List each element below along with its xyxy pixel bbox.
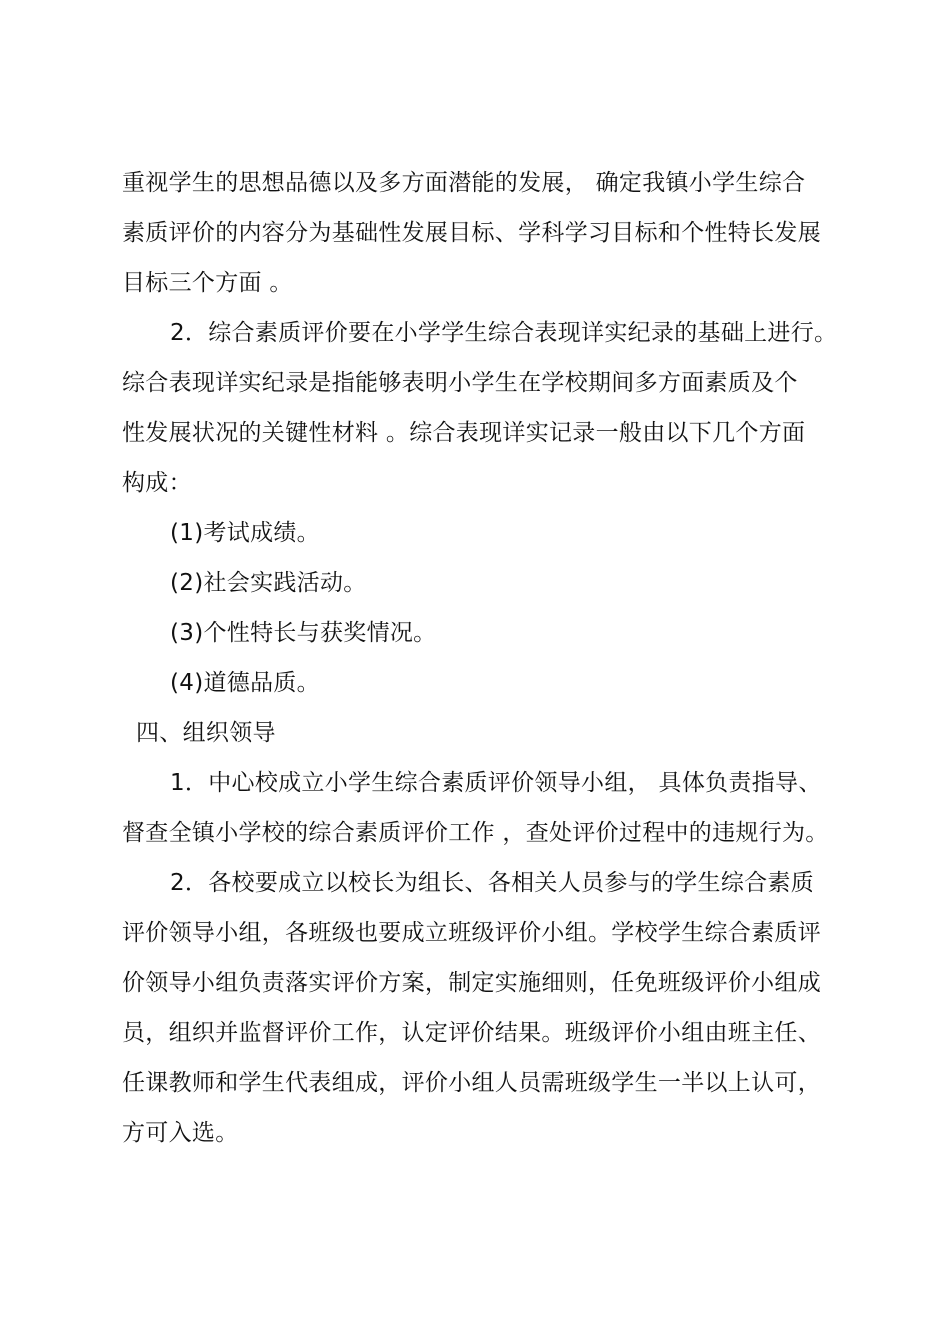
paragraph-line: 方可入选。 — [122, 1120, 239, 1146]
paragraph-line: 构成： — [122, 470, 192, 496]
paragraph-line: 综合表现详实纪录是指能够表明小学生在学校期间多方面素质及个 — [122, 370, 798, 396]
paragraph-line: 性发展状况的关键性材料 。综合表现详实记录一般由以下几个方面 — [122, 420, 806, 446]
paragraph-line: 2．综合素质评价要在小学学生综合表现详实纪录的基础上进行。 — [170, 320, 838, 346]
paragraph-line: 评价领导小组，各班级也要成立班级评价小组。学校学生综合素质评 — [122, 920, 821, 946]
list-item: (3)个性特长与获奖情况。 — [170, 620, 437, 646]
paragraph-line: 价领导小组负责落实评价方案，制定实施细则，任免班级评价小组成 — [122, 970, 821, 996]
document-body — [122, 158, 842, 1158]
paragraph-line: 重视学生的思想品德以及多方面潜能的发展， 确定我镇小学生综合 — [122, 170, 806, 196]
paragraph-line: 素质评价的内容分为基础性发展目标、学科学习目标和个性特长发展 — [122, 220, 821, 246]
paragraph-line: 任课教师和学生代表组成，评价小组人员需班级学生一半以上认可， — [122, 1070, 821, 1096]
list-item: (4)道德品质。 — [170, 670, 320, 696]
section-heading: 四、组织领导 — [136, 720, 276, 746]
paragraph-line: 员，组织并监督评价工作，认定评价结果。班级评价小组由班主任、 — [122, 1020, 821, 1046]
list-item: (2)社会实践活动。 — [170, 570, 367, 596]
paragraph-line: 2．各校要成立以校长为组长、各相关人员参与的学生综合素质 — [170, 870, 815, 896]
paragraph-line: 目标三个方面 。 — [122, 270, 293, 296]
paragraph-line: 督查全镇小学校的综合素质评价工作 ，查处评价过程中的违规行为。 — [122, 820, 829, 846]
list-item: (1)考试成绩。 — [170, 520, 320, 546]
paragraph-line: 1．中心校成立小学生综合素质评价领导小组， 具体负责指导、 — [170, 770, 822, 796]
